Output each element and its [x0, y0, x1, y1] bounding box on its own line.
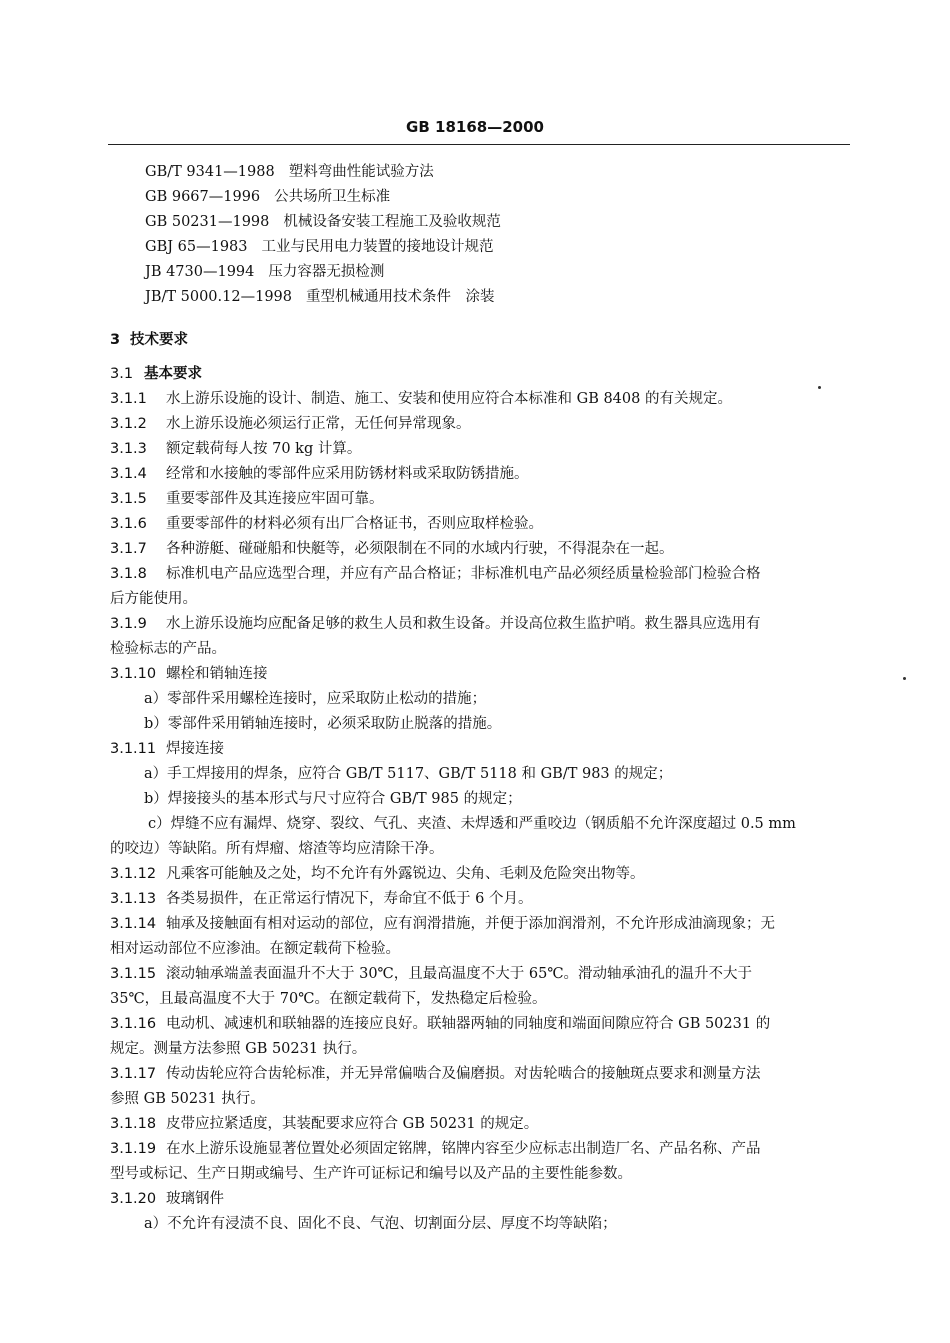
list-item: c）焊缝不应有漏焊、烧穿、裂纹、气孔、夹渣、未焊透和严重咬边（钢质船不允许深度超过 0.5 mm — [148, 816, 796, 832]
reference-item — [145, 260, 501, 285]
clause: 3.1.10 螺栓和销轴连接 — [110, 666, 268, 682]
list-item: a）零部件采用螺栓连接时，应采取防止松动的措施； — [144, 691, 487, 707]
clause: 3.1.4 经常和水接触的零部件应采用防锈材料或采取防锈措施。 — [110, 466, 529, 482]
page-header: GB 18168—2000 — [406, 118, 544, 136]
list-item: a）不允许有浸渍不良、固化不良、气泡、切割面分层、厚度不均等缺陷； — [144, 1216, 617, 1232]
section-heading: 3 技术要求 — [110, 331, 188, 348]
clause-continuation: 相对运动部位不应渗油。在额定载荷下检验。 — [110, 941, 400, 957]
reference-item — [145, 235, 501, 260]
clause: 3.1.19 在水上游乐设施显著位置处必须固定铭牌，铭牌内容至少应标志出制造厂名、产品名称、产品 — [110, 1141, 761, 1157]
scan-speck — [903, 677, 906, 680]
subsection-heading: 3.1 基本要求 — [110, 365, 202, 382]
reference-item — [145, 210, 501, 235]
reference-code: GB 50231—1998 — [145, 214, 270, 230]
clause: 3.1.17 传动齿轮应符合齿轮标准，并无异常偏啮合及偏磨损。对齿轮啮合的接触斑点要求和测量方法 — [110, 1066, 761, 1082]
reference-item — [145, 185, 501, 210]
clause: 3.1.14 轴承及接触面有相对运动的部位，应有润滑措施，并便于添加润滑剂，不允许形成油滴现象；无 — [110, 916, 775, 932]
clause: 3.1.11 焊接连接 — [110, 741, 224, 757]
reference-title: 塑料弯曲性能试验方法 — [288, 164, 434, 180]
clause: 3.1.16 电动机、减速机和联轴器的连接应良好。联轴器两轴的同轴度和端面间隙应符合 GB 50231 的 — [110, 1016, 771, 1032]
clause-continuation: 检验标志的产品。 — [110, 641, 226, 657]
clause: 3.1.3 额定载荷每人按 70 kg 计算。 — [110, 441, 362, 457]
technical-requirements — [110, 327, 850, 1237]
clause: 3.1.12 凡乘客可能触及之处，均不允许有外露锐边、尖角、毛刺及危险突出物等。 — [110, 866, 645, 882]
clause-continuation: 后方能使用。 — [110, 591, 197, 607]
reference-code: JB 4730—1994 — [145, 264, 255, 280]
clause-continuation: 35℃，且最高温度不大于 70℃。在额定载荷下，发热稳定后检验。 — [110, 991, 547, 1007]
clause-continuation: 型号或标记、生产日期或编号、生产许可证标记和编号以及产品的主要性能参数。 — [110, 1166, 632, 1182]
clause: 3.1.1 水上游乐设施的设计、制造、施工、安装和使用应符合本标准和 GB 8408 的有关规定。 — [110, 391, 732, 407]
reference-title: 工业与民用电力装置的接地设计规范 — [261, 239, 494, 255]
reference-code: JB/T 5000.12—1998 — [145, 289, 292, 305]
reference-code: GB 9667—1996 — [145, 189, 261, 205]
reference-title: 压力容器无损检测 — [268, 264, 385, 280]
reference-item — [145, 160, 501, 185]
clause: 3.1.7 各种游艇、碰碰船和快艇等，必须限制在不同的水域内行驶，不得混杂在一起。 — [110, 541, 674, 557]
reference-code: GBJ 65—1983 — [145, 239, 248, 255]
clause: 3.1.15 滚动轴承端盖表面温升不大于 30℃，且最高温度不大于 65℃。滑动轴承油孔的温升不大于 — [110, 966, 753, 982]
clause-continuation: 规定。测量方法参照 GB 50231 执行。 — [110, 1041, 367, 1057]
clause: 3.1.18 皮带应拉紧适度，其装配要求应符合 GB 50231 的规定。 — [110, 1116, 539, 1132]
clause: 3.1.6 重要零部件的材料必须有出厂合格证书，否则应取样检验。 — [110, 516, 543, 532]
clause: 3.1.8 标准机电产品应选型合理，并应有产品合格证；非标准机电产品必须经质量检验部门检验合格 — [110, 566, 761, 582]
reference-item — [145, 285, 501, 310]
clause: 3.1.5 重要零部件及其连接应牢固可靠。 — [110, 491, 384, 507]
clause-continuation: 参照 GB 50231 执行。 — [110, 1091, 265, 1107]
scan-speck — [818, 386, 821, 389]
reference-title: 重型机械通用技术条件 涂装 — [306, 289, 495, 305]
list-item: b）焊接接头的基本形式与尺寸应符合 GB/T 985 的规定； — [144, 791, 522, 807]
reference-title: 机械设备安装工程施工及验收规范 — [283, 214, 501, 230]
reference-code: GB/T 9341—1988 — [145, 164, 275, 180]
clause: 3.1.9 水上游乐设施均应配备足够的救生人员和救生设备。并设高位救生监护哨。救生器具应选用有 — [110, 616, 761, 632]
list-item: b）零部件采用销轴连接时，必须采取防止脱落的措施。 — [144, 716, 502, 732]
clause-continuation: 的咬边）等缺陷。所有焊瘤、熔渣等均应清除干净。 — [110, 841, 444, 857]
list-item: a）手工焊接用的焊条，应符合 GB/T 5117、GB/T 5118 和 GB/T 983 的规定； — [144, 766, 673, 782]
clause: 3.1.2 水上游乐设施必须运行正常，无任何异常现象。 — [110, 416, 471, 432]
reference-title: 公共场所卫生标准 — [274, 189, 391, 205]
reference-list — [145, 160, 501, 310]
clause: 3.1.13 各类易损件，在正常运行情况下，寿命宜不低于 6 个月。 — [110, 891, 533, 907]
header-rule — [108, 144, 850, 145]
clause: 3.1.20 玻璃钢件 — [110, 1191, 224, 1207]
